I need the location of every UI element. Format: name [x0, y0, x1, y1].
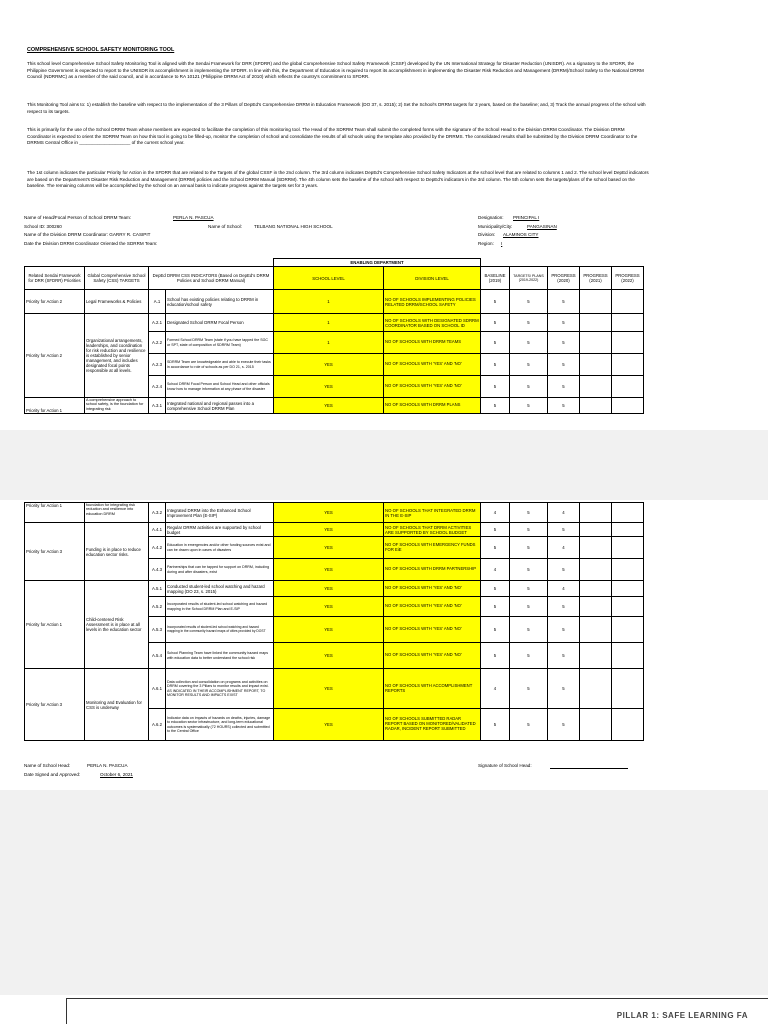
school-name-value: TELBANG NATIONAL HIGH SCHOOL [254, 224, 333, 229]
target-value: 5 [510, 617, 548, 643]
indicator-text: Integrated national and regional passes into a comprehensive School DRRM Plan [166, 398, 274, 414]
document-title: COMPREHENSIVE SCHOOL SAFETY MONITORING TOOL [27, 47, 175, 53]
indicator-code: A.4.2 [149, 537, 166, 559]
school-head-value: PERLA N. PASCUA [87, 763, 128, 768]
progress-2022-value [612, 523, 644, 537]
progress-2022-value [612, 332, 644, 354]
school-name-label: Name of School: [208, 224, 242, 229]
indicator-code: A.3.1 [149, 398, 166, 414]
school-level-value: YES [274, 709, 384, 741]
region-value: I [501, 241, 503, 246]
baseline-value: 5 [481, 617, 510, 643]
progress-2020-value: 5 [548, 523, 580, 537]
school-level-value: YES [274, 523, 384, 537]
progress-2020-value: 4 [548, 537, 580, 559]
progress-2021-value [580, 617, 612, 643]
cssf-target-cell: Funding is in place to reduce education sector risks. [85, 523, 149, 581]
progress-2021-value [580, 559, 612, 581]
baseline-value: 4 [481, 669, 510, 709]
progress-2020-value: 5 [548, 332, 580, 354]
baseline-value: 5 [481, 709, 510, 741]
signature-line [550, 768, 628, 769]
target-value: 5 [510, 709, 548, 741]
priority-cell: Priority for Action 3 [25, 523, 85, 581]
progress-2021-value [580, 376, 612, 398]
school-level-value: YES [274, 581, 384, 597]
priority-cell: Priority for Action 3 [25, 669, 85, 741]
table-row [25, 503, 644, 523]
page-3 [0, 995, 768, 1024]
progress-2022-value [612, 537, 644, 559]
progress-2020-value: 5 [548, 597, 580, 617]
priority-cell: Priority for Action 1 [25, 581, 85, 669]
baseline-value: 5 [481, 398, 510, 414]
indicator-text: School has existing policies relating to DRRM in education/school safety [166, 290, 274, 314]
header-indicators: DepEd DRRM CSS INDICATORS (Based on DepEd's DRRM Policies and School DRRM Manual) [149, 267, 274, 290]
progress-2020-value: 5 [548, 290, 580, 314]
head-value: PERLA N. PASCUA [173, 215, 214, 220]
baseline-value: 5 [481, 290, 510, 314]
target-value: 5 [510, 376, 548, 398]
header-progress-2021: PROGRESS (2021) [580, 267, 612, 290]
cssf-target-cell: Organizational arrangements, leaderships, and coordination for risk reduction and resilience is established by senior management, and includes designated focal points responsible at all levels. [85, 314, 149, 398]
intro-paragraph-4: The 1st column indicates the particular Priority for Action in the SFDRR that are related to the Targets of the global CSSF in the 2nd column. The 3rd column indicates DepEd's Comprehensive School Safety Indicators at the school level that are related to columns 1 and 2. The school level DepEd indicators are based on the Department's Disaster Risk Reduction and Management (DRRM) policies and the School DRRM Manual (SDRRM). The 4th column sets the baseline of the school with respect to DepEd's indicators in the 3rd column. The 5th column sets the targets/plans of the school based on the baseline. The remaining columns will be accomplished by the school on an annual basis to indicate progress against the targets set for 3 years. [27, 170, 649, 189]
header-baseline: BASELINE (2019) [481, 267, 510, 290]
indicator-code: A.5.4 [149, 643, 166, 669]
progress-2021-value [580, 669, 612, 709]
progress-2021-value [580, 537, 612, 559]
indicator-text: Education in emergencies and/or other funding sources exist and can be drawn upon in cases of disasters [166, 537, 274, 559]
school-level-value: 1 [274, 314, 384, 332]
progress-2021-value [580, 643, 612, 669]
indicator-code: A.4.3 [149, 559, 166, 581]
division-level-value: NO OF SCHOOLS WITH 'YES' AND 'NO' [384, 643, 481, 669]
page-1 [0, 0, 768, 430]
school-id: School ID: 300260 [24, 224, 62, 229]
division-level-value: NO OF SCHOOLS WITH EMERGENCY FUNDS FOR EiE [384, 537, 481, 559]
signature-label: Signature of School Head: [478, 763, 532, 768]
progress-2022-value [612, 617, 644, 643]
table-row [25, 669, 644, 709]
header-targets: TARGETS/ PLANS (2019-2022) [510, 267, 548, 290]
school-level-value: YES [274, 559, 384, 581]
indicator-text: Incorporated results of student-led school watching and hazard mapping in the community hazard maps of cities provided by DOST [166, 617, 274, 643]
progress-2020-value: 5 [548, 354, 580, 376]
page-gap [0, 790, 768, 995]
baseline-value: 4 [481, 559, 510, 581]
municipality-label: Municipality/City: [478, 224, 513, 229]
division-level-value: NO OF SCHOOLS THAT DRRM ACTIVITIES ARE SUPPORTED BY SCHOOL BUDGET [384, 523, 481, 537]
target-value: 5 [510, 523, 548, 537]
indicator-code: A.6.1 [149, 669, 166, 709]
progress-2020-value: 4 [548, 581, 580, 597]
baseline-value: 5 [481, 523, 510, 537]
cssf-target-cell: Legal Frameworks & Policies [85, 290, 149, 314]
priority-cell: Priority for Action 2 [25, 314, 85, 398]
progress-2022-value [612, 398, 644, 414]
school-level-value: YES [274, 537, 384, 559]
school-level-value: YES [274, 597, 384, 617]
date-signed-value: October 6, 2021 [100, 772, 133, 777]
school-level-value: YES [274, 669, 384, 709]
progress-2022-value [612, 597, 644, 617]
header-progress-2022: PROGRESS (2022) [612, 267, 644, 290]
progress-2020-value: 5 [548, 559, 580, 581]
target-value: 5 [510, 503, 548, 523]
target-value: 5 [510, 332, 548, 354]
indicator-text: Incorporated results of student-led school watching and hazard mapping in the School DRRM Plan and E-SIP [166, 597, 274, 617]
progress-2021-value [580, 523, 612, 537]
header-school-level: SCHOOL LEVEL [274, 267, 384, 290]
school-level-value: YES [274, 398, 384, 414]
header-sendai: Related Sendai Framework for DRR (SFDRR) Priorities [25, 267, 85, 290]
progress-2022-value [612, 290, 644, 314]
header-division-level: DIVISION LEVEL [384, 267, 481, 290]
baseline-value: 5 [481, 354, 510, 376]
progress-2021-value [580, 332, 612, 354]
indicator-text: Designated School DRRM Focal Person [166, 314, 274, 332]
date-oriented: Date the Division DRRM Coordinator Oriented the SDRRM Team: [24, 241, 158, 246]
indicator-code: A.1 [149, 290, 166, 314]
baseline-value: 5 [481, 376, 510, 398]
indicator-code: A.4.1 [149, 523, 166, 537]
division-level-value: NO OF SCHOOLS THAT INTEGRATED DRRM IN THE E-SIP [384, 503, 481, 523]
progress-2021-value [580, 503, 612, 523]
intro-paragraph-3: This is primarily for the use of the School DRRM Team whose members are expected to facilitate the completion of this monitoring tool. The Head of the SDRRM Team shall submit the completed forms with the signature of the School Head to the Division DRRM Coordinator. The Division DRRM Coordinator is expected to orient the SDRRM Team on how this tool is going to be filled-up, monitor the completion of school and consolidate the results of all schools using the template also provided by the DRRMS. The consolidated results shall be submitted by the Division DRRM Coordinator to the DRRMS Central Office in ____________________ of the current school year. [27, 127, 638, 146]
division-level-value: NO OF SCHOOLS WITH 'YES' AND 'NO' [384, 581, 481, 597]
indicator-code: A.2.4 [149, 376, 166, 398]
indicator-code: A.6.2 [149, 709, 166, 741]
indicator-code: A.5.2 [149, 597, 166, 617]
header-progress-2020: PROGRESS (2020) [548, 267, 580, 290]
table-row [25, 290, 644, 314]
progress-2020-value: 4 [548, 503, 580, 523]
division-coordinator: Name of the Division DRRM Coordinator: GARRY R. CASIPIT [24, 232, 151, 237]
indicator-text: Data collection and consolidation on programs and activities on DRRM covering the 3 Pillars to monitor results and impact exist. AS INDICATED IN THEIR ACCOMPLISHMENT REPORT, TO MONITOR RESULTS AND IMPACTS EXIST [166, 669, 274, 709]
region-label: Region: [478, 241, 494, 246]
cssf-target-cell: Monitoring and Evaluation for CSS is underway [85, 669, 149, 741]
indicator-code: A.2.2 [149, 332, 166, 354]
indicator-text: Integrated DRRM into the Enhanced School Improvement Plan (E-SIP) [166, 503, 274, 523]
progress-2021-value [580, 398, 612, 414]
cssf-target-cell: A comprehensive approach to school safety, is the foundation for integrating risk [85, 398, 149, 414]
school-level-value: YES [274, 354, 384, 376]
baseline-value: 5 [481, 597, 510, 617]
target-value: 5 [510, 669, 548, 709]
division-level-value: NO OF SCHOOLS WITH DRRM PARTNERSHIP [384, 559, 481, 581]
division-value: ALAMINOS CITY [503, 232, 539, 237]
progress-2020-value: 5 [548, 709, 580, 741]
progress-2022-value [612, 669, 644, 709]
progress-2021-value [580, 314, 612, 332]
progress-2021-value [580, 597, 612, 617]
school-level-value: YES [274, 617, 384, 643]
division-level-value: NO OF SCHOOLS WITH DRRM PLANS [384, 398, 481, 414]
progress-2020-value: 5 [548, 376, 580, 398]
indicator-text: School DRRM Focal Person and School Head and other officials know how to manage information at any phase of the disaster [166, 376, 274, 398]
indicator-code: A.2.3 [149, 354, 166, 376]
progress-2022-value [612, 354, 644, 376]
indicator-code: A.2.1 [149, 314, 166, 332]
header-cssf: Global Comprehensive School Safety (CSS) TARGETS [85, 267, 149, 290]
target-value: 5 [510, 581, 548, 597]
target-value: 5 [510, 290, 548, 314]
progress-2020-value: 5 [548, 617, 580, 643]
target-value: 5 [510, 643, 548, 669]
cssf-target-cell: Child-centered Risk Assessment is in place at all levels in the education sector [85, 581, 149, 669]
progress-2022-value [612, 559, 644, 581]
pillar-title: PILLAR 1: SAFE LEARNING FA [616, 1011, 748, 1020]
division-level-value: NO OF SCHOOLS WITH DRRM TEAMS [384, 332, 481, 354]
municipality-value: PANGASINAN [527, 224, 557, 229]
division-level-value: NO OF SCHOOLS IMPLEMENTING POLICIES RELATED DRRM/SCHOOL SAFETY [384, 290, 481, 314]
school-level-value: YES [274, 503, 384, 523]
baseline-value: 5 [481, 643, 510, 669]
designation-value: PRINCIPAL I [513, 215, 540, 220]
indicator-text: Indicator data on impacts of hazards on deaths, injuries, damage to education sector infrastructure, and long-term educational outcomes is systematically (72 HOURS) collected and submitted to the Central Office [166, 709, 274, 741]
monitoring-table-page-1 [24, 258, 644, 414]
designation-label: Designation: [478, 215, 504, 220]
progress-2020-value: 5 [548, 669, 580, 709]
progress-2022-value [612, 709, 644, 741]
baseline-value: 5 [481, 537, 510, 559]
enabling-department-header: ENABLING DEPARTMENT [274, 259, 481, 267]
progress-2022-value [612, 643, 644, 669]
division-level-value: NO OF SCHOOLS WITH DESIGNATED SDRRM COORDINATOR BASED ON SCHOOL ID [384, 314, 481, 332]
page-2 [0, 500, 768, 790]
indicator-text: Partnerships that can be tapped for support on DRRM, including during and after disasters, exist [166, 559, 274, 581]
indicator-text: Regular DRRM activities are supported by school budget [166, 523, 274, 537]
target-value: 5 [510, 354, 548, 376]
progress-2020-value: 5 [548, 643, 580, 669]
division-label: Division: [478, 232, 496, 237]
date-signed-label: Date Signed and Approved: [24, 772, 81, 777]
indicator-code: A.3.2 [149, 503, 166, 523]
school-level-value: 1 [274, 290, 384, 314]
progress-2022-value [612, 314, 644, 332]
division-level-value: NO OF SCHOOLS WITH 'YES' AND 'NO' [384, 376, 481, 398]
target-value: 5 [510, 537, 548, 559]
baseline-value: 5 [481, 314, 510, 332]
target-value: 5 [510, 597, 548, 617]
baseline-value: 5 [481, 332, 510, 354]
target-value: 5 [510, 559, 548, 581]
progress-2021-value [580, 290, 612, 314]
target-value: 5 [510, 398, 548, 414]
table-row [25, 523, 644, 537]
indicator-text: Formed School DRRM Team (state if you have tapped the SGC or SPT, state of composition of SDRRM Team) [166, 332, 274, 354]
school-level-value: YES [274, 376, 384, 398]
baseline-value: 5 [481, 581, 510, 597]
progress-2020-value: 5 [548, 398, 580, 414]
progress-2022-value [612, 503, 644, 523]
school-head-label: Name of School Head: [24, 763, 71, 768]
cssf-target-cell: foundation for integrating risk reduction and resilience into education DRRM [85, 503, 149, 523]
priority-cell: Priority for Action 1 [25, 503, 85, 523]
division-level-value: NO OF SCHOOLS WITH 'YES' AND 'NO' [384, 617, 481, 643]
monitoring-table-page-2 [24, 502, 644, 741]
school-level-value: 1 [274, 332, 384, 354]
page-gap [0, 430, 768, 500]
indicator-text: School Planning Team have linked the community hazard maps with education data to better understand the school risk [166, 643, 274, 669]
priority-cell: Priority for Action 2 [25, 290, 85, 314]
division-level-value: NO OF SCHOOLS WITH 'YES' AND 'NO' [384, 597, 481, 617]
progress-2022-value [612, 376, 644, 398]
school-level-value: YES [274, 643, 384, 669]
table-row [25, 314, 644, 332]
progress-2020-value: 5 [548, 314, 580, 332]
target-value: 5 [510, 314, 548, 332]
division-level-value: NO OF SCHOOLS WITH 'YES' AND 'NO' [384, 354, 481, 376]
division-level-value: NO OF SCHOOLS WITH ACCOMPLISHMENT REPORTS [384, 669, 481, 709]
progress-2021-value [580, 581, 612, 597]
indicator-code: A.5.3 [149, 617, 166, 643]
progress-2022-value [612, 581, 644, 597]
baseline-value: 4 [481, 503, 510, 523]
progress-2021-value [580, 709, 612, 741]
table-row [25, 581, 644, 597]
progress-2021-value [580, 354, 612, 376]
head-label: Name of Head/Focal Person of School DRRM Team: [24, 215, 132, 220]
division-level-value: NO OF SCHOOLS SUBMITTED RADAR REPORT BASED ON MONITORED/VALIDATED RADAR, INCIDENT REPORT SUBMITTED [384, 709, 481, 741]
indicator-text: SDRRM Team are knowledgeable and able to execute their tasks in accordance to role of schools as per DO 21, s. 2015 [166, 354, 274, 376]
intro-paragraph-2: This Monitoring Tool aims to: 1) establish the baseline with respect to the implementation of the 3 Pillars of DepEd's Comprehensive DRRM in Education Framework (DO 37, s. 2015); 2) Set the School's DRRM targets for 3 years, based on the baseline; and, 3) Track the annual progress of the school with respect to its targets. [27, 102, 646, 114]
priority-cell: Priority for Action 1 [25, 398, 85, 414]
indicator-text: Conducted student-led school watching and hazard mapping (DO 23, s. 2015) [166, 581, 274, 597]
table-row [25, 398, 644, 414]
intro-paragraph-1: This school level Comprehensive School Safety Monitoring Tool is aligned with the Sendai Framework for DRR (SFDRR) and the global Comprehensive School Safety Framework (CSSF) developed by the UN International Strategy for Disaster Reduction (UNISDR). As a signatory to the SFDRR, the Philippine Government is expected to report to the UNISDR its accomplishment in implementing the SFDRR. In line with this, the Department of Education is required to report its accomplishment in implementing the Disaster Risk Reduction and Management (DRRM)/School Safety to the National DRRM Council (NDRRMC) as a member of the said council, and in accordance to RA 10121 (Philippine DRRM Act of 2010) which reflects the country's commitment to SFDRR. [27, 61, 644, 80]
indicator-code: A.5.1 [149, 581, 166, 597]
